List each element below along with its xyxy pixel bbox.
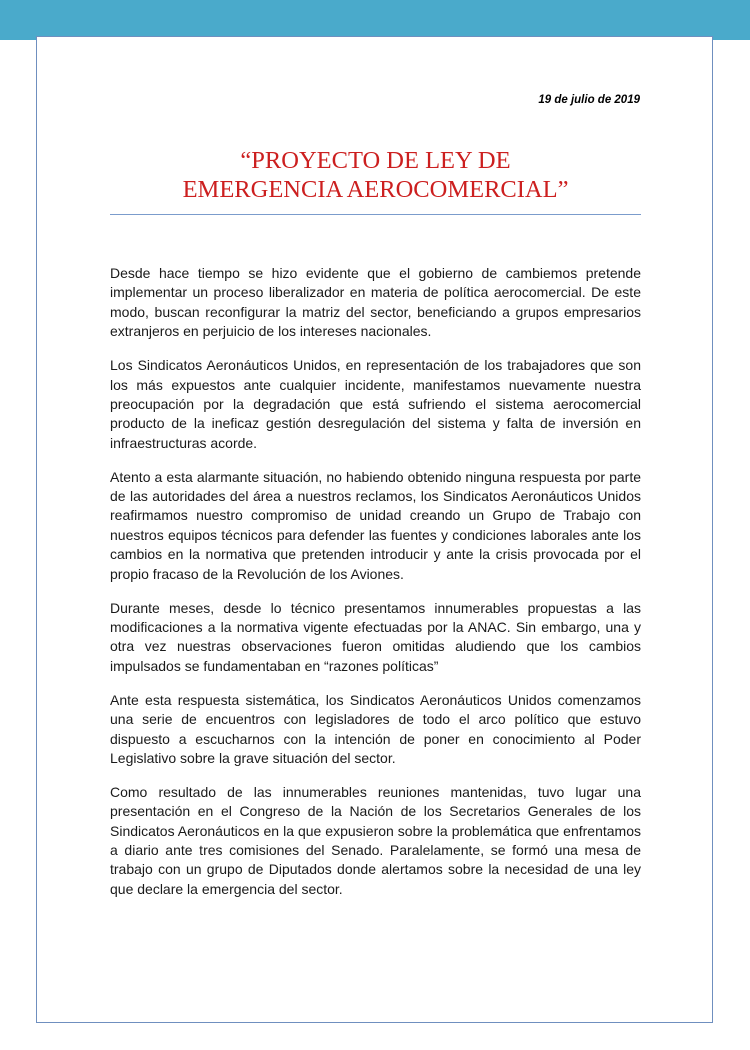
top-color-band <box>0 0 750 40</box>
document-date: 19 de julio de 2019 <box>538 94 640 106</box>
body-paragraph: Desde hace tiempo se hizo evidente que el gobierno de cambiemos pretende implementar un proceso liberalizador en materia de política aerocomercial. De este modo, buscan reconfigurar la matriz del sector, beneficiando a grupos empresarios extranjeros en perjuicio de los intereses nacionales. <box>110 265 641 340</box>
title-underline-rule <box>110 214 641 215</box>
body-paragraph: Durante meses, desde lo técnico presentamos innumerables propuestas a las modificaciones a la normativa vigente efectuadas por la ANAC. Sin embargo, una y otra vez nuestras observaciones fueron omitidas aludiendo que los cambios impulsados se fundamentaban en “razones políticas” <box>110 599 641 674</box>
title-line: “PROYECTO DE LEY DE <box>240 147 511 174</box>
body-paragraph: Ante esta respuesta sistemática, los Sindicatos Aeronáuticos Unidos comenzamos una serie de encuentros con legisladores de todo el arco político que estuvo dispuesto a escucharnos con la intención de poner en conocimiento al Poder Legislativo sobre la grave situación del sector. <box>110 691 641 766</box>
document-title <box>110 146 641 204</box>
body-paragraph: Atento a esta alarmante situación, no habiendo obtenido ninguna respuesta por parte de las autoridades del área a nuestros reclamos, los Sindicatos Aeronáuticos Unidos reafirmamos nuestro compromiso de unidad creando un Grupo de Trabajo con nuestros equipos técnicos para defender las fuentes y condiciones laborales ante los cambios en la normativa que pretenden introducir y ante la crisis provocada por el propio fracaso de la Revolución de los Aviones. <box>110 468 641 582</box>
title-line: EMERGENCIA AEROCOMERCIAL” <box>182 176 569 203</box>
body-paragraph: Como resultado de las innumerables reuniones mantenidas, tuvo lugar una presentación en el Congreso de la Nación de los Secretarios Generales de los Sindicatos Aeronáuticos en la que expusieron sobre la problemática que enfrentamos a diario ante tres comisiones del Senado. Paralelamente, se formó una mesa de trabajo con un grupo de Diputados donde alertamos sobre la necesidad de una ley que declare la emergencia del sector. <box>110 783 641 897</box>
body-paragraph: Los Sindicatos Aeronáuticos Unidos, en representación de los trabajadores que son los más expuestos ante cualquier incidente, manifestamos nuevamente nuestra preocupación por la degradación que está sufriendo el sistema aerocomercial producto de la ineficaz gestión desregulación del sistema y falta de inversión en infraestructuras acorde. <box>110 357 641 451</box>
document-body <box>110 264 641 914</box>
